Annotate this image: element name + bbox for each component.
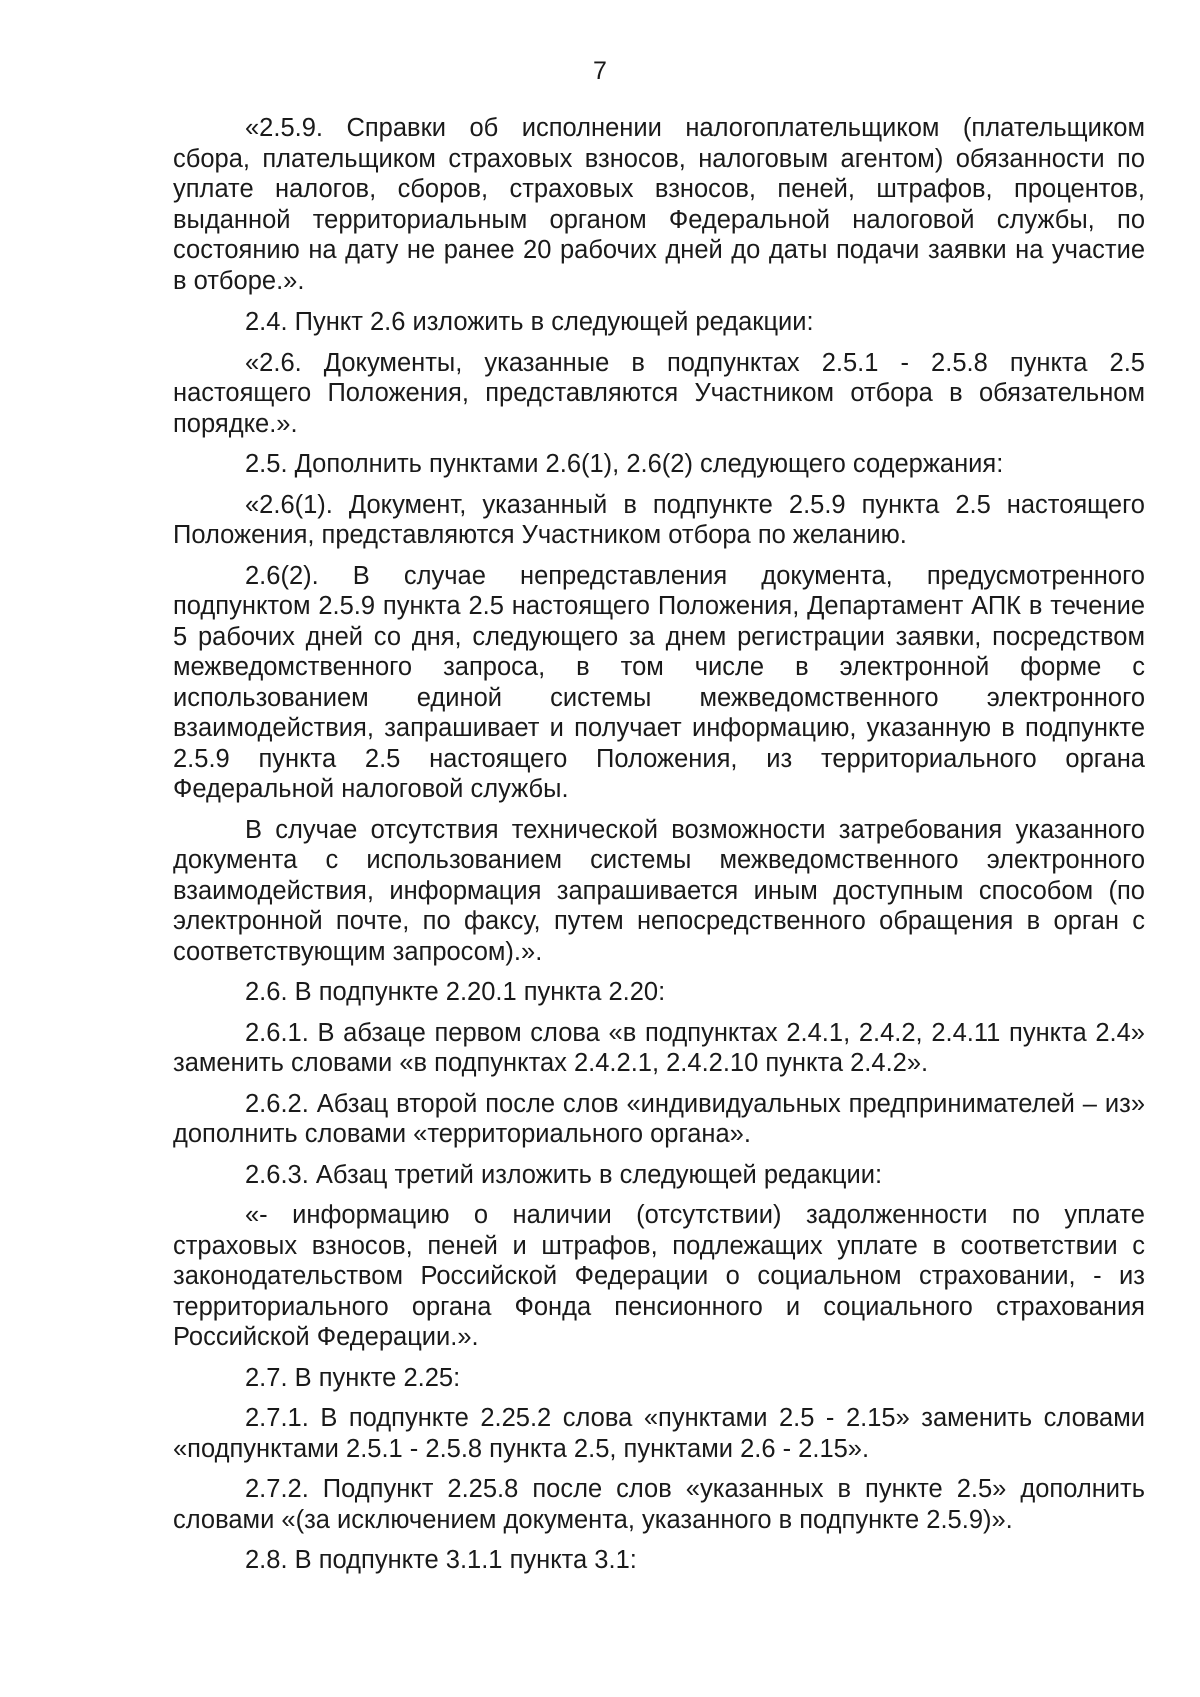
paragraph-2-6: «2.6. Документы, указанные в подпунктах 2.5.1 - 2.5.8 пункта 2.5 настоящего Положения, представляются Участником отбора в обязательном порядке.». bbox=[173, 348, 1145, 438]
paragraph-2-6-1-bracket: «2.6(1). Документ, указанный в подпункте 2.5.9 пункта 2.5 настоящего Положения, представляются Участником отбора по желанию. bbox=[173, 490, 1145, 549]
paragraph-2-4: 2.4. Пункт 2.6 изложить в следующей редакции: bbox=[245, 308, 814, 336]
paragraph-2-6-2-bracket: 2.6(2). В случае непредставления документа, предусмотренного подпунктом 2.5.9 пункта 2.5 настоящего Положения, Департамент АПК в течение 5 рабочих дней со дня, следующего за днем регистрации заявки, посредством межведомственного запроса, в том числе в электронной форме с использованием единой системы межведомственного электронного взаимодействия, запрашивает и получает информацию, указанную в подпункте 2.5.9 пункта 2.5 настоящего Положения, из территориального органа Федеральной налоговой службы. bbox=[173, 561, 1145, 803]
paragraph-2-6-1: 2.6.1. В абзаце первом слова «в подпунктах 2.4.1, 2.4.2, 2.4.11 пункта 2.4» заменить словами «в подпунктах 2.4.2.1, 2.4.2.10 пункта 2.4.2». bbox=[173, 1018, 1145, 1077]
document-body bbox=[173, 113, 1145, 1586]
paragraph-2-8: 2.8. В подпункте 3.1.1 пункта 3.1: bbox=[245, 1546, 637, 1574]
paragraph-2-5-9: «2.5.9. Справки об исполнении налогоплательщиком (плательщиком сбора, плательщиком страховых взносов, налоговым агентом) обязанности по уплате налогов, сборов, страховых взносов, пеней, штрафов, процентов, выданной территориальным органом Федеральной налоговой службы, по состоянию на дату не ранее 20 рабочих дней до даты подачи заявки на участие в отборе.». bbox=[173, 114, 1145, 295]
paragraph-2-6-2: 2.6.2. Абзац второй после слов «индивидуальных предпринимателей – из» дополнить словами «территориального органа». bbox=[173, 1089, 1145, 1148]
paragraph-2-5: 2.5. Дополнить пунктами 2.6(1), 2.6(2) следующего содержания: bbox=[245, 450, 1004, 478]
paragraph-insurance-info: «- информацию о наличии (отсутствии) задолженности по уплате страховых взносов, пеней и штрафов, подлежащих уплате в соответствии с законодательством Российской Федерации о социальном страховании, - из территориального органа Фонда пенсионного и социального страхования Российской Федерации.». bbox=[173, 1201, 1145, 1351]
paragraph-2-6-item: 2.6. В подпункте 2.20.1 пункта 2.20: bbox=[245, 978, 666, 1006]
paragraph-2-7-1: 2.7.1. В подпункте 2.25.2 слова «пунктами 2.5 - 2.15» заменить словами «подпунктами 2.5.1 - 2.5.8 пункта 2.5, пунктами 2.6 - 2.15». bbox=[173, 1404, 1145, 1463]
paragraph-2-7-2: 2.7.2. Подпункт 2.25.8 после слов «указанных в пункте 2.5» дополнить словами «(за исключением документа, указанного в подпункте 2.5.9)». bbox=[173, 1475, 1145, 1534]
page-number: 7 bbox=[593, 57, 607, 85]
paragraph-2-7: 2.7. В пункте 2.25: bbox=[245, 1363, 461, 1392]
paragraph-no-technical-possibility: В случае отсутствия технической возможности затребования указанного документа с использованием системы межведомственного электронного взаимодействия, информация запрашивается иным доступным способом (по электронной почте, по факсу, путем непосредственного обращения в орган с соответствующим запросом).». bbox=[173, 815, 1145, 966]
paragraph-2-6-3: 2.6.3. Абзац третий изложить в следующей редакции: bbox=[245, 1160, 883, 1189]
